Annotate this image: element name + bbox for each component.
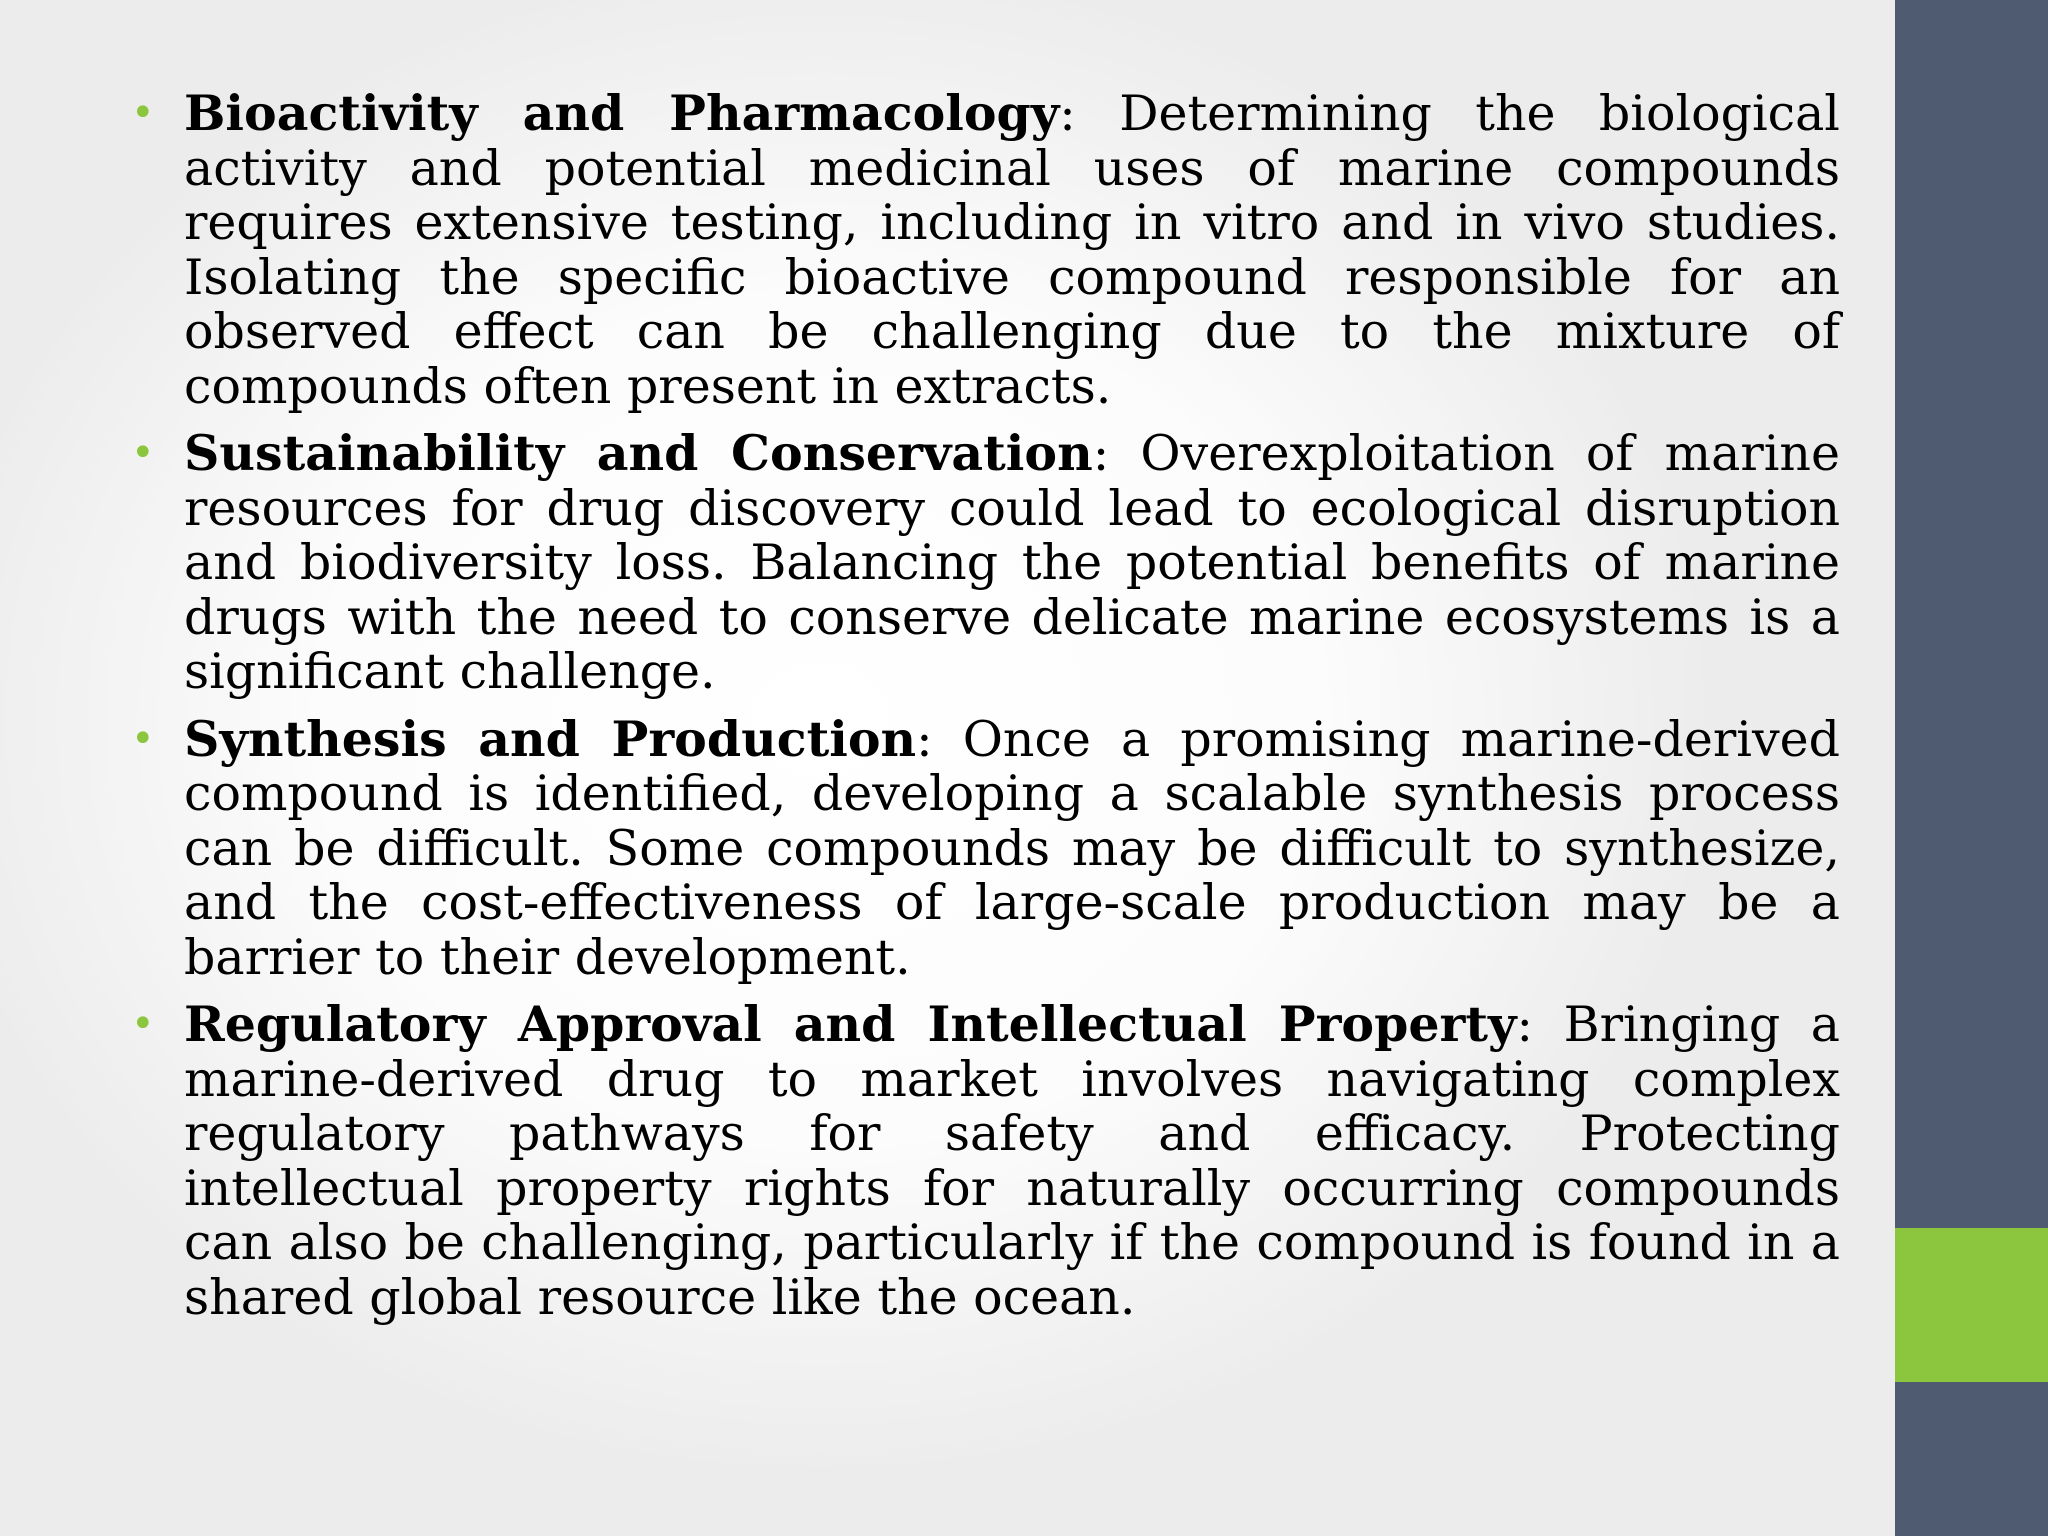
bullet-term: Regulatory Approval and Intellectual Property [184, 995, 1517, 1053]
bullet-regulatory [128, 997, 1840, 1325]
bullet-text: Determining the biological activity and potential medicinal uses of marine compounds requires extensive testing, including in vitro and in vivo studies. Isolating the specific bioactive compound responsible for an observed effect can be challenging due to the mixture of compounds often present in extracts. [184, 85, 1840, 415]
bullet-synthesis [128, 709, 1840, 986]
bullet-separator: : [1092, 425, 1110, 482]
bullet-text: Bringing a marine-derived drug to market involves navigating complex regulatory pathways for safety and efficacy. Protecting intellectual property rights for naturally occurring compounds can also be challenging, particularly if the compound is found in a shared global resource like the ocean. [184, 996, 1840, 1326]
bullet-sustainability [128, 426, 1840, 700]
bullet-text: Once a promising marine-derived compound is identified, developing a scalable synthesis process can be difficult. Some compounds may be difficult to synthesize, and the cost-effectiveness of large-scale production may be a barrier to their development. [184, 710, 1840, 986]
bullet-list [128, 86, 1840, 1337]
bullet-dot-icon: • [131, 1001, 155, 1047]
bullet-bioactivity [128, 86, 1840, 414]
bullet-dot-icon: • [131, 430, 155, 476]
bullet-term: Sustainability and Conservation [184, 424, 1093, 482]
bullet-separator: : [916, 710, 933, 768]
bullet-separator: : [1516, 996, 1533, 1053]
bullet-dot-icon: • [131, 90, 155, 136]
bullet-dot-icon: • [131, 715, 155, 762]
bullet-term: Synthesis and Production [184, 709, 917, 768]
bullet-term: Bioactivity and Pharmacology [184, 84, 1060, 142]
bullet-separator: : [1059, 85, 1076, 142]
bullet-text: Overexploitation of marine resources for drug discovery could lead to ecological disruption and biodiversity loss. Balancing the potential benefits of marine drugs with the need to conserve delicate marine ecosystems is a significant challenge. [184, 425, 1840, 700]
side-accent-block [1895, 1228, 2048, 1382]
